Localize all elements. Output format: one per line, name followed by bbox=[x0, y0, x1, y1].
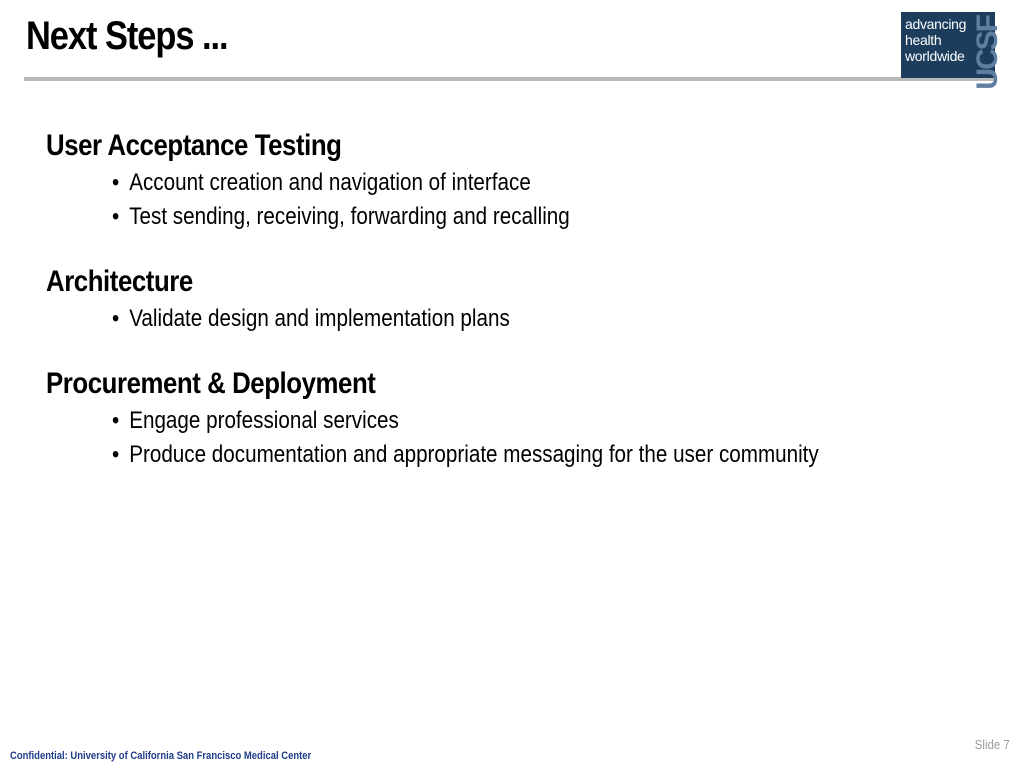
section-heading: User Acceptance Testing bbox=[46, 129, 342, 162]
bullet-list bbox=[46, 302, 986, 336]
logo-line: advancing bbox=[905, 16, 967, 32]
bullet-marker: • bbox=[112, 441, 120, 468]
bullet-list bbox=[46, 404, 986, 472]
bullet-text: Account creation and navigation of interface bbox=[129, 169, 531, 196]
title-divider bbox=[24, 77, 996, 81]
bullet-text: Produce documentation and appropriate messaging for the user community bbox=[129, 441, 819, 468]
confidential-footer: Confidential: University of California San Francisco Medical Center bbox=[10, 750, 312, 762]
slide-number: Slide 7 bbox=[975, 737, 1010, 752]
bullet-item bbox=[112, 404, 864, 438]
slide-title: Next Steps ... bbox=[26, 14, 228, 58]
logo-line: worldwide bbox=[905, 48, 965, 64]
bullet-text: Validate design and implementation plans bbox=[129, 305, 510, 332]
section-procurement-deployment bbox=[46, 364, 986, 472]
ucsf-logo bbox=[901, 12, 1004, 90]
bullet-item bbox=[112, 438, 864, 472]
logo-line: health bbox=[905, 32, 942, 48]
bullet-marker: • bbox=[112, 169, 120, 196]
slide-content bbox=[46, 126, 986, 500]
bullet-marker: • bbox=[112, 203, 120, 230]
section-heading: Procurement & Deployment bbox=[46, 367, 376, 400]
bullet-item bbox=[112, 166, 864, 200]
bullet-text: Test sending, receiving, forwarding and recalling bbox=[129, 203, 570, 230]
bullet-marker: • bbox=[112, 407, 120, 434]
logo-mark: UCSF bbox=[971, 16, 1004, 90]
bullet-marker: • bbox=[112, 305, 120, 332]
bullet-text: Engage professional services bbox=[129, 407, 399, 434]
logo-tagline bbox=[905, 16, 966, 64]
bullet-item bbox=[112, 200, 864, 234]
section-architecture bbox=[46, 262, 986, 336]
bullet-list bbox=[46, 166, 986, 234]
section-heading: Architecture bbox=[46, 265, 193, 298]
bullet-item bbox=[112, 302, 864, 336]
section-user-acceptance-testing bbox=[46, 126, 986, 234]
